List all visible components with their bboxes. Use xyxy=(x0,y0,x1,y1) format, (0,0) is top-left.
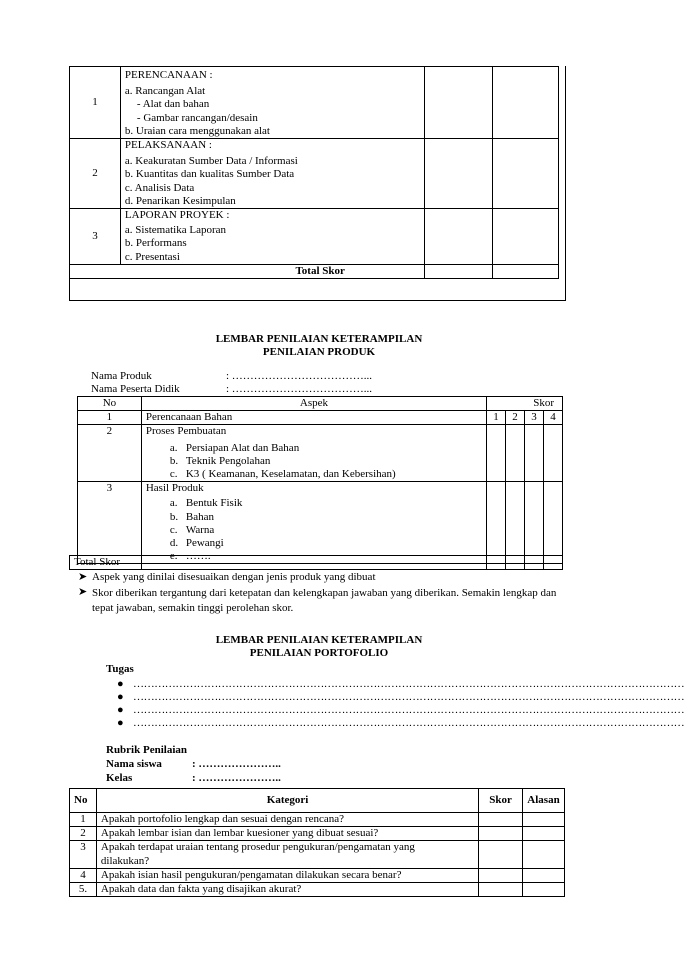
table-row xyxy=(70,882,565,896)
col-aspek: Aspek xyxy=(141,397,486,411)
reason-cell xyxy=(523,882,565,896)
produk-title: LEMBAR PENILAIAN KETERAMPILAN xyxy=(215,333,423,345)
tugas-label: Tugas xyxy=(106,663,134,675)
score-cell xyxy=(525,556,544,570)
table-header xyxy=(70,789,565,813)
list-item: ● ………………………………………………………………………………………………………………………………………… xyxy=(117,691,684,703)
nama-siswa-value: : ………………….. xyxy=(192,758,281,770)
score-cell xyxy=(479,882,523,896)
produk-subtitle: PENILAIAN PRODUK xyxy=(262,346,376,358)
table-row xyxy=(70,138,559,208)
score-cell xyxy=(479,841,523,868)
category-text: Apakah lembar isian dan lembar kuesioner yang dibuat sesuai? xyxy=(96,827,478,841)
row-number: 3 xyxy=(70,841,97,868)
row-number: 5. xyxy=(70,882,97,896)
bullet-icon: ● xyxy=(117,717,124,729)
score-cell xyxy=(487,482,506,564)
total-row xyxy=(70,264,559,278)
aspect-cell: PELAKSANAAN : a. Keakuratan Sumber Data / Informasi b. Kuantitas dan kualitas Sumber Data c. Analisis Data d. Penarikan Kesimpulan xyxy=(120,138,424,208)
note-list xyxy=(78,571,568,616)
nama-peserta-label: Nama Peserta Didik xyxy=(91,383,180,395)
score-cell xyxy=(425,208,493,264)
bullet-icon: ● xyxy=(117,704,124,716)
tugas-list xyxy=(117,678,684,730)
aspect-title: Perencanaan Bahan xyxy=(141,411,486,425)
table-row xyxy=(70,841,565,868)
aspect-cell: Proses Pembuatan a. Persiapan Alat dan Bahan b. Teknik Pengolahan c. K3 ( Keamanan, Keselamatan, dan Kebersihan) xyxy=(141,425,486,482)
table-row xyxy=(78,482,563,564)
category-text: Apakah portofolio lengkap dan sesuai dengan rencana? xyxy=(96,813,478,827)
score-cell xyxy=(487,425,506,482)
rubrik-label: Rubrik Penilaian xyxy=(106,744,187,756)
arrow-bullet-icon: ➤ xyxy=(78,586,88,599)
table-row xyxy=(70,827,565,841)
produk-table xyxy=(77,396,563,564)
col-skor: Skor xyxy=(487,397,563,411)
score-cell xyxy=(479,813,523,827)
table-row xyxy=(78,425,563,482)
row-number: 2 xyxy=(78,425,142,482)
score-cell xyxy=(493,264,559,278)
top-rubric-table xyxy=(69,66,559,279)
aspect-cell: Hasil Produk a. Bentuk Fisik b. Bahan c. Warna d. Pewangi e. ……. xyxy=(141,482,486,564)
score-3: 3 xyxy=(525,411,544,425)
table-row xyxy=(70,868,565,882)
score-cell xyxy=(425,138,493,208)
total-row xyxy=(70,556,563,570)
score-cell xyxy=(525,425,544,482)
aspect-cell: LAPORAN PROYEK : a. Sistematika Laporan b. Performans c. Presentasi xyxy=(120,208,424,264)
table-row xyxy=(70,208,559,264)
score-cell xyxy=(544,425,563,482)
total-label: Total Skor xyxy=(70,264,425,278)
score-1: 1 xyxy=(487,411,506,425)
nama-produk-value: : ………………………………... xyxy=(226,370,373,382)
nama-peserta-value: : ………………………………... xyxy=(226,383,373,395)
bullet-icon: ● xyxy=(117,678,124,690)
category-text: Apakah data dan fakta yang disajikan akurat? xyxy=(96,882,478,896)
score-cell xyxy=(425,67,493,139)
produk-total-table xyxy=(69,555,563,570)
score-cell xyxy=(493,138,559,208)
nama-produk-label: Nama Produk xyxy=(91,370,152,382)
col-kategori: Kategori xyxy=(96,789,478,813)
row-number: 2 xyxy=(70,827,97,841)
portofolio-title: LEMBAR PENILAIAN KETERAMPILAN xyxy=(215,634,423,646)
score-cell xyxy=(479,868,523,882)
row-number: 1 xyxy=(70,813,97,827)
score-cell xyxy=(479,827,523,841)
row-number: 1 xyxy=(70,67,121,139)
score-cell xyxy=(493,208,559,264)
table-row xyxy=(70,67,559,139)
category-text: Apakah isian hasil pengukuran/pengamatan dilakukan secara benar? xyxy=(96,868,478,882)
reason-cell xyxy=(523,813,565,827)
score-cell xyxy=(543,556,562,570)
list-item: ➤ Skor diberikan tergantung dari ketepatan dan kelengkapan jawaban yang diberikan. Semakin lengkap dan tepat jawaban, semakin tinggi perolehan skor. xyxy=(78,586,557,615)
row-number: 3 xyxy=(70,208,121,264)
reason-cell xyxy=(523,868,565,882)
col-skor: Skor xyxy=(479,789,523,813)
aspect-cell: PERENCANAAN : a. Rancangan Alat - Alat dan bahan - Gambar rancangan/desain b. Uraian cara menggunakan alat xyxy=(120,67,424,139)
table-row xyxy=(78,411,563,425)
row-number: 1 xyxy=(78,411,142,425)
category-text: Apakah terdapat uraian tentang prosedur pengukuran/pengamatan yang dilakukan? xyxy=(96,841,478,868)
score-cell xyxy=(544,482,563,564)
score-cell xyxy=(525,482,544,564)
score-2: 2 xyxy=(506,411,525,425)
list-item: ➤ Aspek yang dinilai disesuaikan dengan jenis produk yang dibuat xyxy=(78,571,376,583)
nama-siswa-label: Nama siswa xyxy=(106,758,162,770)
portofolio-table xyxy=(69,788,565,897)
list-item: ● ………………………………………………………………………………………………………………………………………… xyxy=(117,717,684,729)
col-no: No xyxy=(78,397,142,411)
score-4: 4 xyxy=(544,411,563,425)
table-header xyxy=(78,397,563,411)
row-number: 3 xyxy=(78,482,142,564)
list-item: ● ………………………………………………………………………………………………………………………………………… xyxy=(117,704,684,716)
total-cell xyxy=(141,556,486,570)
table-row xyxy=(70,813,565,827)
list-item: ● ………………………………………………………………………………………………………………………………………… xyxy=(117,678,684,690)
row-number: 4 xyxy=(70,868,97,882)
kelas-label: Kelas xyxy=(106,772,133,784)
arrow-bullet-icon: ➤ xyxy=(78,571,88,583)
portofolio-subtitle: PENILAIAN PORTOFOLIO xyxy=(249,647,389,659)
col-alasan: Alasan xyxy=(523,789,565,813)
row-number: 2 xyxy=(70,138,121,208)
score-cell xyxy=(506,425,525,482)
score-cell xyxy=(493,67,559,139)
score-cell xyxy=(506,556,525,570)
total-label: Total Skor xyxy=(70,556,142,570)
col-no: No xyxy=(70,789,97,813)
score-cell xyxy=(425,264,493,278)
score-cell xyxy=(506,482,525,564)
bullet-icon: ● xyxy=(117,691,124,703)
kelas-value: : ………………….. xyxy=(192,772,281,784)
reason-cell xyxy=(523,841,565,868)
score-cell xyxy=(487,556,506,570)
reason-cell xyxy=(523,827,565,841)
